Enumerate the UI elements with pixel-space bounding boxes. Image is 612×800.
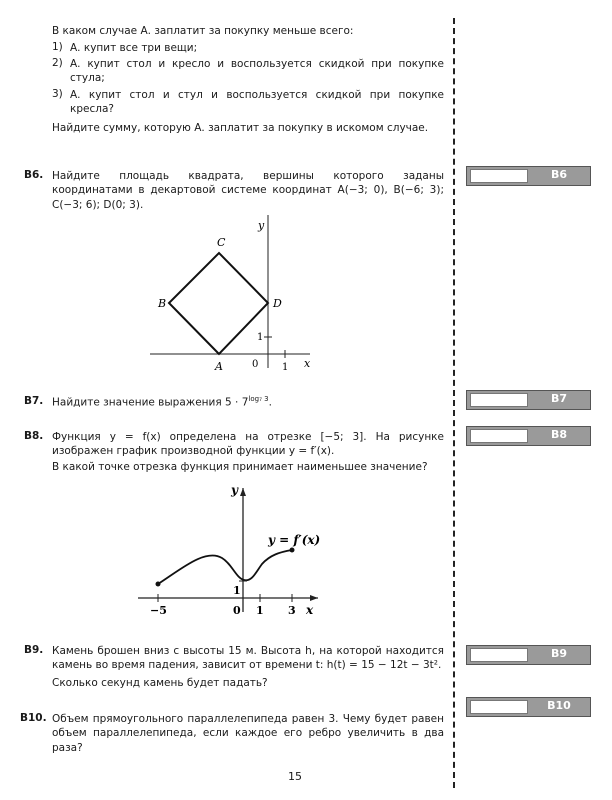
option-1: А. купит все три вещи; bbox=[70, 42, 198, 54]
vertex-d-label: D bbox=[273, 297, 282, 310]
tick-minus5: −5 bbox=[150, 604, 167, 617]
b7-exponent: log₇ 3 bbox=[248, 395, 269, 403]
tick-zero: 0 bbox=[233, 604, 241, 617]
vertex-a-label: A bbox=[215, 360, 223, 373]
b7-number: B7. bbox=[24, 395, 44, 407]
b9-number: B9. bbox=[24, 644, 44, 656]
x-axis-label: x bbox=[306, 603, 314, 617]
answer-box-b9-label: B9 bbox=[550, 647, 568, 660]
answer-box-b7-label: B7 bbox=[550, 392, 568, 405]
option-2-num: 2) bbox=[52, 57, 63, 69]
tick-three: 3 bbox=[288, 604, 296, 617]
option-2: А. купит стол и кресло и воспользуется скидкой при покупке стула; bbox=[70, 58, 444, 85]
x-unit-label: 1 bbox=[282, 362, 289, 373]
y-axis-label: y bbox=[258, 219, 265, 232]
option-3: А. купит стол и стул и воспользуется скидкой при покупке кресла? bbox=[70, 89, 444, 116]
vertex-c-label: C bbox=[217, 236, 226, 249]
answer-box-b10-label: B10 bbox=[547, 699, 571, 712]
b8-number: B8. bbox=[24, 430, 44, 442]
intro-question: В каком случае А. заплатит за покупку меньше всего: bbox=[52, 25, 354, 37]
b10-text: Объем прямоугольного параллелепипеда равен 3. Чему будет равен объем параллелепипеда, если каждое его ребро увеличить в два раза? bbox=[52, 713, 444, 754]
x-axis-label: x bbox=[304, 357, 311, 370]
y-axis-label: y bbox=[231, 483, 238, 497]
vertex-b-label: B bbox=[158, 297, 167, 310]
b8-question: В какой точке отрезка функция принимает наименьшее значение? bbox=[52, 461, 428, 473]
answer-box-b10[interactable] bbox=[466, 697, 591, 717]
answer-box-b8-label: B8 bbox=[550, 428, 568, 441]
intro-task: Найдите сумму, которую А. заплатит за покупку в искомом случае. bbox=[52, 122, 429, 134]
answer-field-b8[interactable] bbox=[470, 429, 528, 443]
b6-number: B6. bbox=[24, 169, 44, 181]
origin-label: 0 bbox=[252, 359, 259, 370]
tick-one: 1 bbox=[256, 604, 264, 617]
answer-field-b6[interactable] bbox=[470, 169, 528, 183]
page-number: 15 bbox=[288, 770, 302, 783]
b9-question: Сколько секунд камень будет падать? bbox=[52, 677, 268, 689]
b7-end: . bbox=[268, 396, 272, 409]
y-unit-label: 1 bbox=[257, 332, 264, 343]
answer-box-b8[interactable] bbox=[466, 426, 591, 446]
b7-expression: Найдите значение выражения 5 · 7 bbox=[52, 396, 249, 409]
answer-box-b9[interactable] bbox=[466, 645, 591, 665]
answer-box-b6-label: B6 bbox=[550, 168, 568, 181]
b6-text: Найдите площадь квадрата, вершины которого заданы координатами в декартовой системе координат A(−3; 0), B(−6; 3); C(−3; 6); D(0; 3). bbox=[52, 170, 444, 211]
answer-box-b6[interactable] bbox=[466, 166, 591, 186]
y-tick-one: 1 bbox=[233, 584, 241, 597]
option-1-num: 1) bbox=[52, 41, 63, 53]
answer-field-b9[interactable] bbox=[470, 648, 528, 662]
answer-field-b10[interactable] bbox=[470, 700, 528, 714]
option-3-num: 3) bbox=[52, 88, 63, 100]
b8-text: Функция y = f(x) определена на отрезке [−5; 3]. На рисунке изображен график производной функции y = f′(x). bbox=[52, 431, 444, 458]
answer-box-b7[interactable] bbox=[466, 390, 591, 410]
curve-label: y = f′(x) bbox=[268, 533, 321, 547]
answer-field-b7[interactable] bbox=[470, 393, 528, 407]
b10-number: B10. bbox=[20, 712, 47, 724]
b9-text: Камень брошен вниз с высоты 15 м. Высота h, на которой находится камень во время падения, зависит от времени t: h(t) = 15 − 12t − 3t². bbox=[52, 645, 444, 672]
